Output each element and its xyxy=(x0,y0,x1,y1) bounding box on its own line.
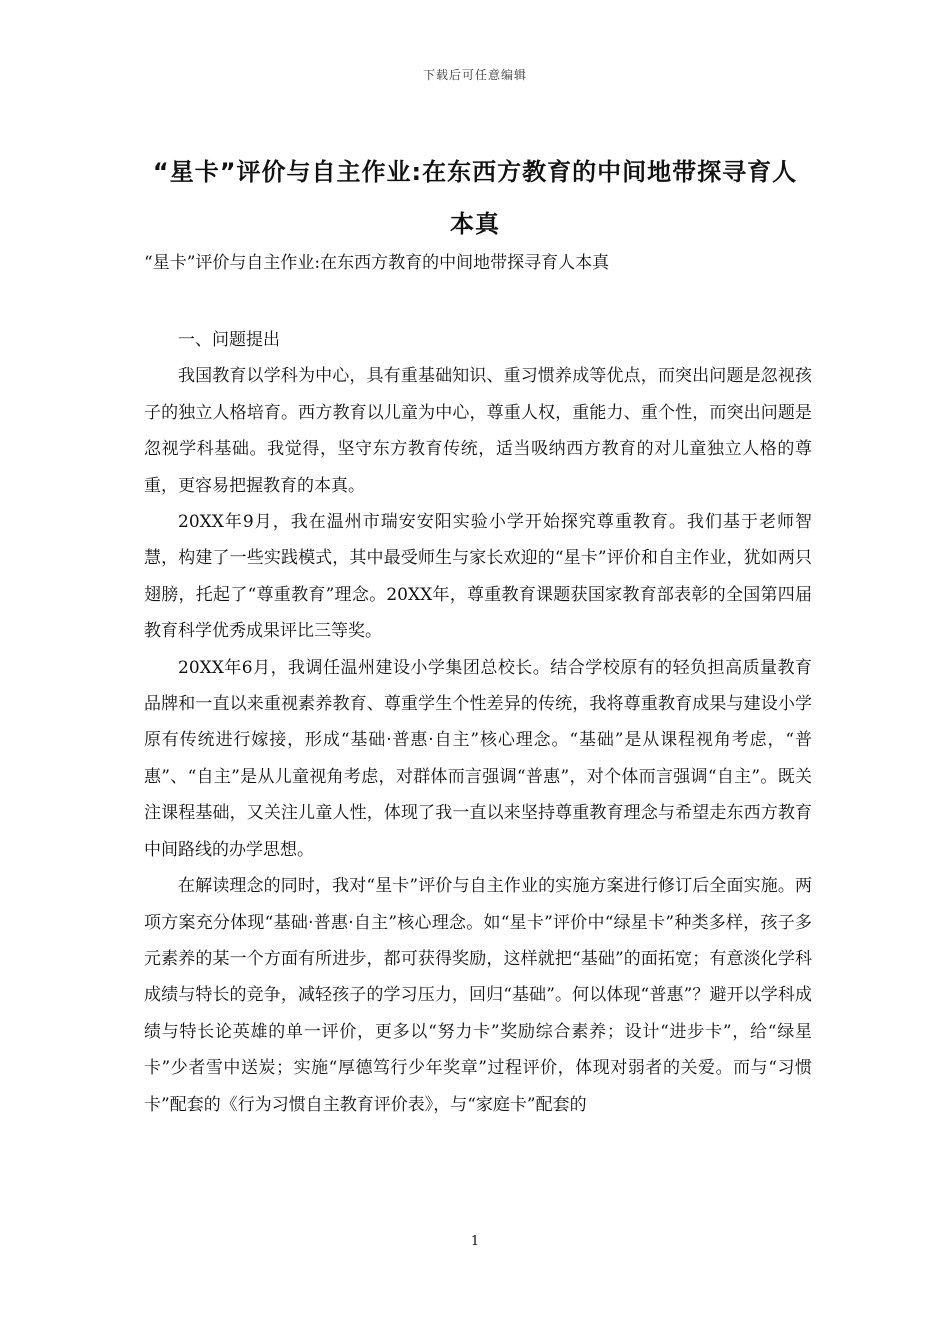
document-subtitle: “星卡”评价与自主作业:在东西方教育的中间地带探寻育人本真 xyxy=(144,253,610,273)
paragraph: 20XX年9月，我在温州市瑞安安阳实验小学开始探究尊重教育。我们基于老师智慧，构建了一些实践模式，其中最受师生与家长欢迎的“星卡”评价和自主作业，犹如两只翅膀，托起了“尊重教育”理念。20XX年，尊重教育课题获国家教育部表彰的全国第四届教育科学优秀成果评比三等奖。 xyxy=(144,512,812,642)
document-body xyxy=(144,322,812,1123)
section-heading: 一、问题提出 xyxy=(178,330,280,350)
paragraph: 20XX年6月，我调任温州建设小学集团总校长。结合学校原有的轻负担高质量教育品牌和一直以来重视素养教育、尊重学生个性差异的传统，我将尊重教育成果与建设小学原有传统进行嫁接，形成“基础·普惠·自主”核心理念。“基础”是从课程视角考虑，“普惠”、“自主”是从儿童视角考虑，对群体而言强调“普惠”，对个体而言强调“自主”。既关注课程基础，又关注儿童人性，体现了我一直以来坚持尊重教育理念与希望走东西方教育中间路线的办学思想。 xyxy=(144,657,812,860)
document-title: “星卡”评价与自主作业:在东西方教育的中间地带探寻育人本真 xyxy=(152,158,798,238)
header-note: 下载后可任意编辑 xyxy=(422,68,527,82)
paragraph: 在解读理念的同时，我对“星卡”评价与自主作业的实施方案进行修订后全面实施。两项方案充分体现“基础·普惠·自主”核心理念。如“星卡”评价中“绿星卡”种类多样，孩子多元素养的某一个方面有所进步，都可获得奖励，这样就把“基础”的面拓宽；有意淡化学科成绩与特长的竞争，减轻孩子的学习压力，回归“基础”。何以体现“普惠”？避开以学科成绩与特长论英雄的单一评价，更多以“努力卡”奖励综合素养；设计“进步卡”，给“绿星卡”少者雪中送炭；实施“厚德笃行少年奖章”过程评价，体现对弱者的关爱。而与“习惯卡”配套的《行为习惯自主教育评价表》，与“家庭卡”配套的 xyxy=(144,876,812,1115)
paragraph: 我国教育以学科为中心，具有重基础知识、重习惯养成等优点，而突出问题是忽视孩子的独立人格培育。西方教育以儿童为中心，尊重人权，重能力、重个性，而突出问题是忽视学科基础。我觉得，坚守东方教育传统，适当吸纳西方教育的对儿童独立人格的尊重，更容易把握教育的本真。 xyxy=(144,366,812,496)
page-number: 1 xyxy=(470,1234,480,1249)
